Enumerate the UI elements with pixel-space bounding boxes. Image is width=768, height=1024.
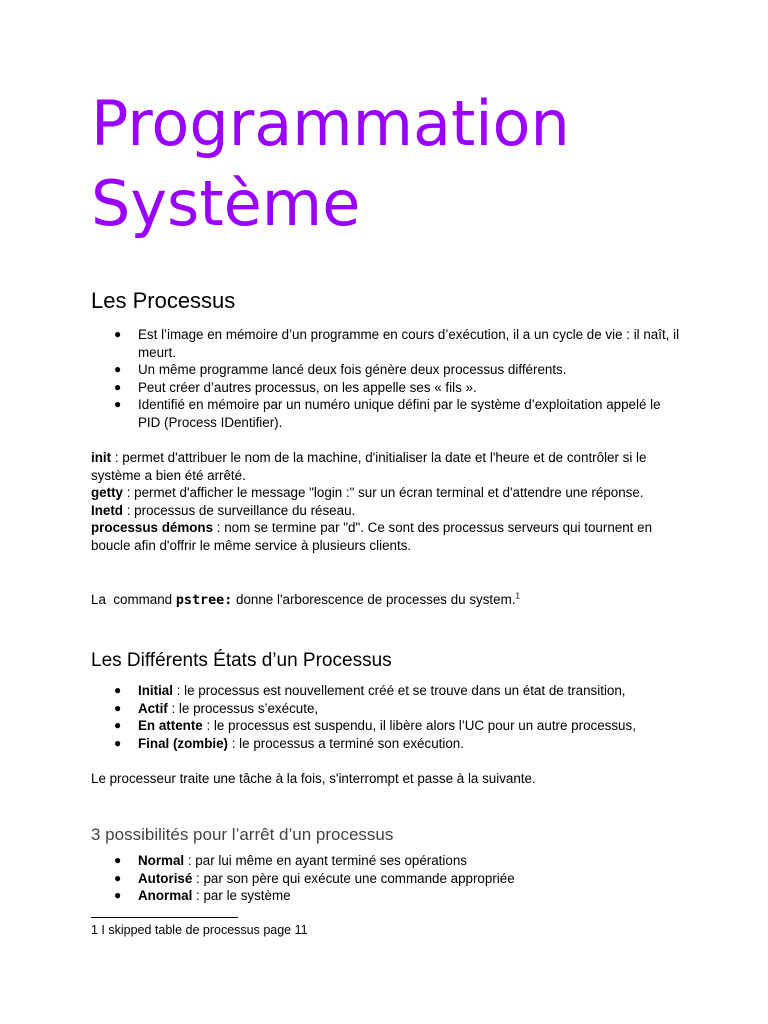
state-term: Actif: [138, 700, 168, 716]
pstree-command: pstree:: [175, 593, 233, 608]
heading-etats-processus: Les Différents États d’un Processus: [91, 650, 392, 671]
list-item: [91, 379, 681, 397]
list-item: [91, 735, 681, 753]
state-text: : le processus s’exécute,: [167, 700, 319, 716]
footnote-reference[interactable]: 1: [515, 591, 520, 601]
stop-text: : par le système: [192, 888, 291, 903]
etats-bullet-list: [91, 682, 681, 752]
definition-term: getty: [91, 485, 123, 500]
heading-arret-processus: 3 possibilités pour l’arrêt d’un processus: [91, 825, 394, 844]
bullet-icon: ●: [114, 718, 122, 732]
definition-getty: [91, 484, 681, 502]
stop-text: : par lui même en ayant terminé ses opérations: [184, 853, 467, 868]
stop-term: Normal: [138, 853, 185, 868]
bullet-icon: ●: [114, 397, 122, 411]
definition-text: : permet d'attribuer le nom de la machine, d'initialiser la date et l'heure et de contrôler si le système a bien été arrêté.: [91, 450, 647, 483]
list-item-text: Est l’image en mémoire d’un programme en cours d’exécution, il a un cycle de vie : il naît, il meurt.: [138, 327, 680, 360]
stop-term: Autorisé: [138, 870, 193, 886]
definition-demons: [91, 519, 681, 554]
state-term: En attente: [138, 718, 203, 733]
definition-term: init: [91, 450, 112, 465]
list-item-text: Un même programme lancé deux fois génère deux processus différents.: [138, 362, 567, 377]
definition-term: processus démons: [91, 520, 214, 535]
definition-inetd: [91, 502, 681, 520]
pstree-prefix: La command: [91, 592, 176, 607]
bullet-icon: ●: [114, 888, 122, 902]
stop-term: Anormal: [138, 888, 193, 903]
list-item: [91, 717, 681, 735]
pstree-paragraph: [91, 591, 681, 610]
bullet-icon: ●: [114, 853, 122, 867]
list-item: [91, 396, 681, 431]
definition-text: : permet d'afficher le message "login :" sur un écran terminal et d'attendre une réponse.: [123, 485, 644, 500]
processor-note: Le processeur traite une tâche à la fois, s'interrompt et passe à la suivante.: [91, 771, 536, 786]
definition-text: : processus de surveillance du réseau.: [123, 502, 356, 518]
list-item: [91, 682, 681, 700]
list-item: [91, 326, 681, 361]
list-item: [91, 700, 681, 718]
state-term: Initial: [138, 683, 173, 698]
list-item: [91, 852, 681, 870]
process-definitions: [91, 449, 681, 554]
stop-text: : par son père qui exécute une commande appropriée: [192, 870, 515, 886]
list-item: [91, 361, 681, 379]
bullet-icon: ●: [114, 327, 122, 341]
list-item: [91, 870, 681, 888]
bullet-icon: ●: [114, 379, 122, 394]
processus-bullet-list: [91, 326, 681, 431]
bullet-icon: ●: [114, 700, 122, 715]
heading-les-processus: Les Processus: [91, 288, 236, 313]
state-text: : le processus a terminé son exécution.: [228, 735, 464, 751]
definition-text: : nom se termine par "d". Ce sont des processus serveurs qui tournent en boucle afin d'offrir le même service à plusieurs clients.: [91, 520, 653, 553]
bullet-icon: ●: [114, 362, 122, 376]
document-title: Programmation Système: [91, 87, 570, 240]
footnote-text: 1 I skipped table de processus page 11: [91, 923, 308, 937]
state-term: Final (zombie): [138, 735, 229, 751]
footnote-divider: [91, 917, 238, 918]
list-item-text: Peut créer d’autres processus, on les appelle ses « fils ».: [138, 379, 477, 395]
list-item: [91, 887, 681, 905]
definition-term: Inetd: [91, 502, 123, 518]
definition-init: [91, 449, 681, 484]
bullet-icon: ●: [114, 735, 122, 750]
list-item-text: Identifié en mémoire par un numéro unique défini par le système d’exploitation appelé le PID (Process IDentifier).: [138, 397, 661, 430]
bullet-icon: ●: [114, 683, 122, 697]
arret-bullet-list: [91, 852, 681, 905]
bullet-icon: ●: [114, 870, 122, 885]
state-text: : le processus est suspendu, il libère alors l’UC pour un autre processus,: [202, 718, 636, 733]
pstree-suffix: donne l'arborescence de processes du system.: [232, 592, 516, 607]
state-text: : le processus est nouvellement créé et se trouve dans un état de transition,: [172, 683, 626, 698]
